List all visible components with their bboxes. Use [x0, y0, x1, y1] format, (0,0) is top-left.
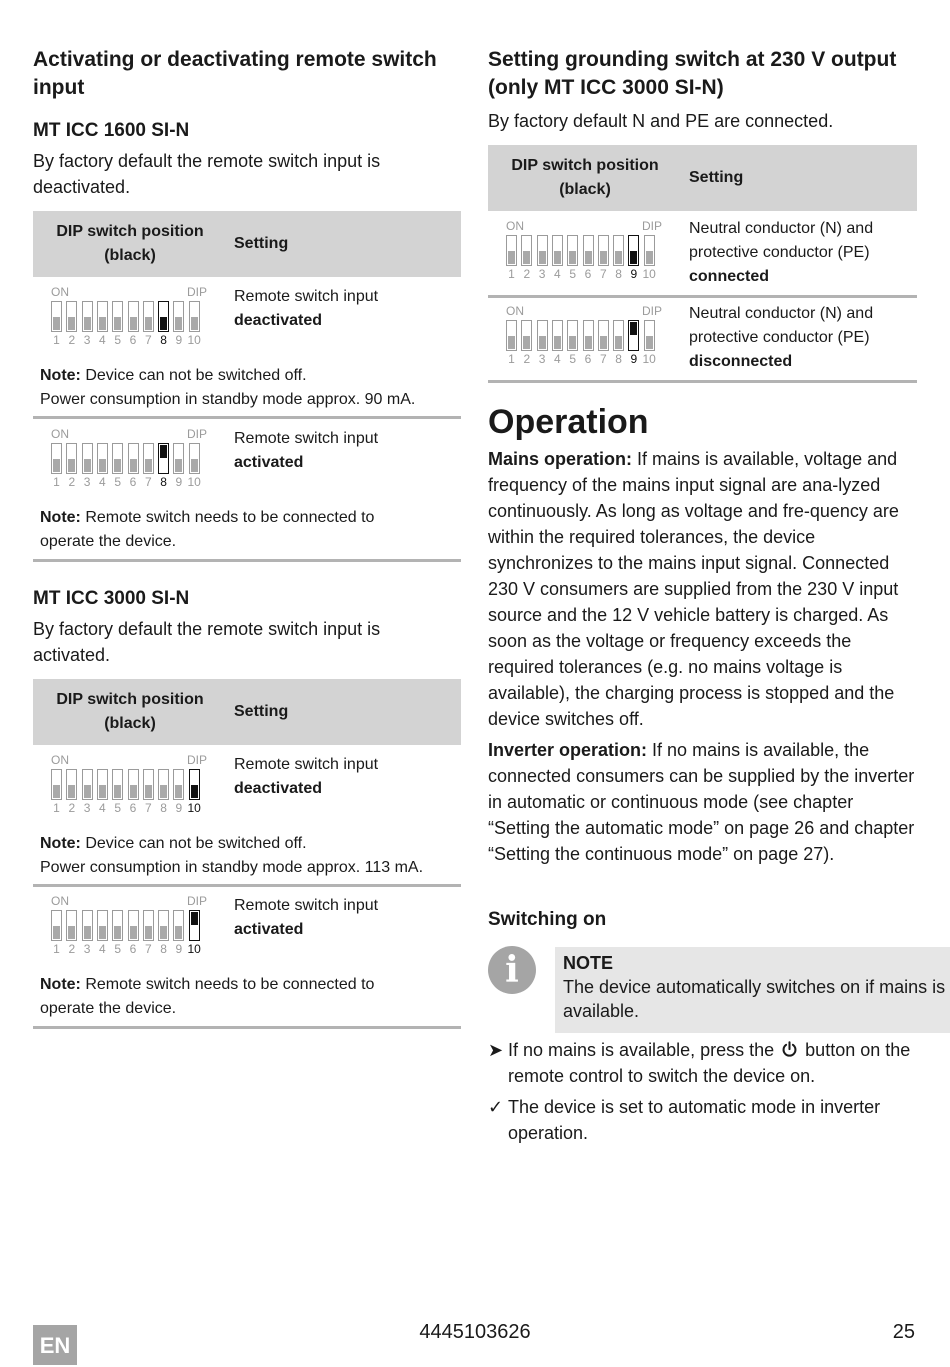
dip-switch-number: 5 [114, 801, 122, 815]
dip-switch-number: 6 [584, 267, 592, 281]
note-box [555, 947, 950, 1033]
dip-switch-9 [173, 301, 184, 332]
dip-switch-number: 8 [160, 801, 167, 815]
dip-switch-number: 6 [584, 352, 592, 366]
dip-switch-knob [523, 336, 530, 349]
dip-switch-diagram [506, 219, 666, 283]
section-title-grounding: Setting grounding switch at 230 V output (only MT ICC 3000 SI-N) [488, 48, 897, 99]
note-block [40, 364, 461, 412]
model-heading-3000: MT ICC 3000 SI-N [33, 588, 190, 609]
dip-switch-6 [128, 910, 139, 941]
result-text: The device is set to automatic mode in inverter operation. [508, 1097, 881, 1143]
dip-on-label: ON [506, 219, 524, 233]
dip-switch-knob [539, 336, 546, 349]
dip-switch-knob [114, 317, 121, 330]
dip-switch-number: 4 [99, 333, 106, 347]
dip-switch-knob [615, 251, 622, 264]
dip-switch-number: 1 [53, 801, 60, 815]
dip-switch-number: 1 [508, 267, 515, 281]
dip-switch-number: 3 [83, 942, 91, 956]
dip-switch-9 [173, 910, 184, 941]
note-text-2: Power consumption in standby mode approx. 90 mA. [40, 391, 416, 408]
dip-switch-knob [175, 317, 182, 330]
dip-switch-8 [613, 235, 624, 266]
dip-switch-2 [66, 301, 77, 332]
dip-switch-7 [598, 320, 609, 351]
dip-switch-number: 4 [99, 942, 106, 956]
setting-line: Remote switch input [234, 897, 379, 914]
dip-switch-5 [567, 235, 578, 266]
dip-switch-number: 10 [642, 267, 656, 281]
dip-switch-6 [583, 320, 594, 351]
dip-switch-1 [51, 301, 62, 332]
dip-switch-knob [508, 251, 515, 264]
dip-switch-number: 10 [187, 942, 201, 956]
dip-label: DIP [641, 219, 662, 233]
dip-switch-knob [114, 459, 121, 472]
dip-switch-number: 9 [175, 942, 183, 956]
power-icon [781, 1041, 798, 1058]
dip-switch-knob [585, 336, 592, 349]
dip-switch-diagram [51, 753, 211, 817]
page-number: 25 [892, 1321, 915, 1343]
setting-line: Neutral conductor (N) and protective conductor (PE) [689, 305, 874, 346]
dip-switch-diagram [506, 304, 666, 368]
row-divider [488, 295, 917, 298]
dip-switch-knob [53, 785, 60, 798]
dip-switch-knob [191, 459, 198, 472]
dip-switch-1 [51, 769, 62, 800]
dip-switch-number: 10 [642, 352, 656, 366]
dip-switch-number: 4 [554, 352, 561, 366]
dip-switch-4 [97, 443, 108, 474]
table-header-grounding [488, 145, 917, 211]
note-label: Note: [40, 367, 81, 384]
dip-switch-knob [569, 336, 576, 349]
dip-switch-4 [97, 769, 108, 800]
dip-switch-knob [630, 251, 637, 264]
setting-cell [234, 894, 378, 942]
model-heading-1600: MT ICC 1600 SI-N [33, 120, 190, 141]
dip-label: DIP [186, 285, 207, 299]
dip-switch-knob [84, 459, 91, 472]
dip-switch-knob [99, 785, 106, 798]
dip-switch-number: 3 [83, 333, 91, 347]
dip-switch-1 [51, 910, 62, 941]
dip-switch-number: 7 [144, 801, 152, 815]
dip-switch-10 [189, 301, 200, 332]
setting-state: deactivated [234, 780, 323, 797]
dip-switch-8 [158, 910, 169, 941]
dip-switch-6 [583, 235, 594, 266]
dip-switch-knob [175, 459, 182, 472]
dip-switch-number: 1 [53, 475, 60, 489]
dip-switch-number: 5 [114, 333, 122, 347]
dip-switch-8 [158, 769, 169, 800]
dip-on-label: ON [51, 753, 69, 767]
inverter-operation-label: Inverter operation: [488, 740, 648, 760]
dip-switch-number: 9 [630, 352, 638, 366]
dip-switch-8 [158, 443, 169, 474]
setting-line: Remote switch input [234, 430, 379, 447]
note-text-2: Power consumption in standby mode approx. 113 mA. [40, 859, 424, 876]
dip-switch-10 [189, 769, 200, 800]
dip-switch-knob [160, 445, 167, 458]
dip-switch-knob [191, 785, 198, 798]
dip-switch-number: 1 [508, 352, 515, 366]
dip-switch-10 [644, 320, 655, 351]
dip-switch-number: 9 [175, 475, 183, 489]
setting-state: activated [234, 921, 304, 938]
switching-on-heading: Switching on [488, 909, 607, 930]
dip-switch-number: 1 [53, 942, 60, 956]
setting-state: disconnected [689, 353, 793, 370]
dip-switch-knob [600, 251, 607, 264]
dip-switch-diagram [51, 285, 211, 349]
dip-label: DIP [186, 753, 207, 767]
note-label: Note: [40, 976, 81, 993]
dip-switch-knob [145, 459, 152, 472]
col-dip-header: DIP switch position (black) [56, 691, 204, 732]
setting-cell [689, 217, 904, 289]
dip-switch-knob [130, 785, 137, 798]
dip-switch-number: 3 [538, 267, 546, 281]
dip-switch-knob [646, 336, 653, 349]
dip-switch-knob [160, 926, 167, 939]
dip-switch-knob [615, 336, 622, 349]
dip-switch-number: 2 [68, 942, 76, 956]
dip-switch-knob [539, 251, 546, 264]
dip-switch-knob [160, 317, 167, 330]
dip-switch-2 [66, 769, 77, 800]
dip-switch-knob [68, 785, 75, 798]
row-divider [33, 416, 461, 419]
dip-switch-9 [628, 320, 639, 351]
dip-switch-number: 4 [99, 475, 106, 489]
dip-switch-8 [158, 301, 169, 332]
dip-switch-knob [68, 459, 75, 472]
dip-on-label: ON [51, 894, 69, 908]
dip-switch-number: 5 [114, 942, 122, 956]
dip-switch-knob [68, 926, 75, 939]
dip-switch-number: 6 [129, 801, 137, 815]
table-header-1600 [33, 211, 461, 277]
dip-switch-knob [84, 317, 91, 330]
dip-switch-number: 3 [83, 475, 91, 489]
dip-switch-5 [567, 320, 578, 351]
mains-operation-label: Mains operation: [488, 449, 633, 469]
dip-switch-3 [537, 235, 548, 266]
dip-switch-number: 5 [569, 352, 577, 366]
dip-switch-number: 6 [129, 475, 137, 489]
instruction-text [508, 1037, 917, 1089]
setting-state: connected [689, 268, 770, 285]
dip-switch-number: 10 [187, 801, 201, 815]
dip-switch-3 [82, 769, 93, 800]
mains-operation-text: If mains is available, voltage and frequency of the mains input signal are ana-lyzed continuously. As long as voltage and fre-quency are within the required tolerances, the device synchronizes to the mains input signal. Connected 230 V consumers are supplied from the 230 V input source and the 12 V vehicle battery is charged. As soon as the voltage or frequency exceeds the required tolerances (e.g. no mains voltage is available), the charging process is stopped and the device switches off. [488, 449, 899, 729]
dip-switch-knob [84, 926, 91, 939]
dip-label: DIP [186, 894, 207, 908]
note-text: Remote switch needs to be connected to operate the device. [40, 976, 375, 1017]
dip-switch-2 [66, 910, 77, 941]
dip-switch-number: 2 [68, 475, 76, 489]
dip-switch-number: 10 [187, 333, 201, 347]
dip-switch-knob [585, 251, 592, 264]
col-setting-header: Setting [689, 169, 744, 186]
table-bottom-rule [33, 559, 461, 562]
dip-switch-number: 7 [144, 333, 152, 347]
dip-switch-number: 7 [144, 942, 152, 956]
dip-switch-5 [112, 769, 123, 800]
dip-switch-5 [112, 301, 123, 332]
note-box-text: The device automatically switches on if mains is available. [563, 977, 946, 1021]
setting-state: activated [234, 454, 304, 471]
dip-switch-number: 9 [175, 333, 183, 347]
dip-switch-number: 5 [114, 475, 122, 489]
dip-switch-knob [600, 336, 607, 349]
note-text: Device can not be switched off. [85, 367, 307, 384]
row-divider [33, 884, 461, 887]
dip-switch-number: 6 [129, 942, 137, 956]
note-block [40, 973, 420, 1021]
dip-switch-knob [145, 317, 152, 330]
dip-switch-7 [598, 235, 609, 266]
dip-switch-knob [99, 317, 106, 330]
arrow-icon: ➤ [488, 1040, 504, 1060]
dip-switch-knob [175, 785, 182, 798]
dip-switch-3 [82, 301, 93, 332]
dip-switch-number: 7 [599, 352, 607, 366]
intro-3000: By factory default the remote switch input is activated. [33, 619, 381, 665]
dip-switch-knob [68, 317, 75, 330]
dip-switch-knob [523, 251, 530, 264]
dip-label: DIP [186, 427, 207, 441]
setting-line: Remote switch input [234, 756, 379, 773]
dip-switch-number: 8 [160, 475, 167, 489]
table-bottom-rule [488, 380, 917, 383]
dip-switch-knob [554, 336, 561, 349]
intro-1600: By factory default the remote switch input is deactivated. [33, 151, 381, 197]
setting-line: Neutral conductor (N) and protective conductor (PE) [689, 220, 874, 261]
dip-switch-number: 5 [569, 267, 577, 281]
dip-switch-10 [189, 910, 200, 941]
operation-heading: Operation [488, 403, 649, 441]
col-dip-header: DIP switch position (black) [56, 223, 204, 264]
dip-switch-number: 2 [523, 352, 531, 366]
dip-switch-7 [143, 443, 154, 474]
dip-switch-knob [114, 926, 121, 939]
dip-switch-7 [143, 769, 154, 800]
dip-switch-number: 8 [160, 942, 167, 956]
dip-switch-5 [112, 443, 123, 474]
check-icon: ✓ [488, 1097, 504, 1117]
dip-switch-number: 10 [187, 475, 201, 489]
dip-switch-knob [99, 926, 106, 939]
dip-switch-knob [569, 251, 576, 264]
dip-switch-10 [644, 235, 655, 266]
setting-line: Remote switch input [234, 288, 379, 305]
mains-operation-paragraph [488, 446, 917, 732]
dip-switch-number: 2 [68, 333, 76, 347]
dip-switch-9 [173, 443, 184, 474]
dip-switch-number: 6 [129, 333, 137, 347]
dip-switch-knob [175, 926, 182, 939]
dip-switch-knob [130, 459, 137, 472]
note-text: Remote switch needs to be connected to operate the device. [40, 509, 375, 550]
dip-switch-1 [506, 235, 517, 266]
dip-switch-diagram [51, 427, 211, 491]
dip-switch-number: 2 [523, 267, 531, 281]
dip-switch-number: 3 [83, 801, 91, 815]
dip-switch-knob [160, 785, 167, 798]
document-number: 4445103626 [419, 1321, 531, 1343]
dip-switch-number: 8 [615, 267, 622, 281]
table-bottom-rule [33, 1026, 461, 1029]
inverter-operation-paragraph [488, 737, 917, 867]
dip-switch-knob [114, 785, 121, 798]
dip-switch-6 [128, 769, 139, 800]
dip-on-label: ON [506, 304, 524, 318]
dip-switch-10 [189, 443, 200, 474]
dip-switch-number: 8 [615, 352, 622, 366]
dip-switch-number: 8 [160, 333, 167, 347]
note-label: Note: [40, 509, 81, 526]
dip-switch-4 [97, 301, 108, 332]
dip-switch-3 [82, 443, 93, 474]
dip-switch-knob [130, 926, 137, 939]
dip-switch-knob [84, 785, 91, 798]
dip-switch-knob [508, 336, 515, 349]
dip-switch-7 [143, 910, 154, 941]
instruction-text-before: If no mains is available, press the [508, 1040, 775, 1060]
dip-switch-knob [630, 322, 637, 335]
note-block [40, 832, 461, 880]
dip-switch-knob [646, 251, 653, 264]
note-label: Note: [40, 835, 81, 852]
language-badge: EN [33, 1325, 77, 1365]
dip-switch-knob [145, 926, 152, 939]
dip-switch-knob [130, 317, 137, 330]
dip-switch-number: 7 [599, 267, 607, 281]
dip-switch-number: 4 [99, 801, 106, 815]
dip-switch-9 [173, 769, 184, 800]
dip-switch-diagram [51, 894, 211, 958]
dip-switch-6 [128, 301, 139, 332]
dip-switch-knob [53, 317, 60, 330]
setting-state: deactivated [234, 312, 323, 329]
dip-switch-6 [128, 443, 139, 474]
dip-switch-knob [191, 912, 198, 925]
setting-cell [689, 302, 904, 374]
dip-switch-knob [554, 251, 561, 264]
dip-switch-4 [97, 910, 108, 941]
dip-on-label: ON [51, 427, 69, 441]
dip-switch-2 [521, 235, 532, 266]
dip-switch-knob [53, 459, 60, 472]
dip-switch-number: 4 [554, 267, 561, 281]
note-text: Device can not be switched off. [85, 835, 307, 852]
dip-switch-number: 7 [144, 475, 152, 489]
col-setting-header: Setting [234, 703, 289, 720]
dip-switch-knob [53, 926, 60, 939]
dip-switch-knob [191, 317, 198, 330]
col-setting-header: Setting [234, 235, 289, 252]
dip-on-label: ON [51, 285, 69, 299]
dip-switch-1 [506, 320, 517, 351]
dip-switch-8 [613, 320, 624, 351]
dip-switch-knob [99, 459, 106, 472]
dip-label: DIP [641, 304, 662, 318]
dip-switch-1 [51, 443, 62, 474]
dip-switch-number: 1 [53, 333, 60, 347]
dip-switch-4 [552, 320, 563, 351]
inverter-operation-text: If no mains is available, the connected consumers can be supplied by the inverter in automatic or continuous mode (see chapter “Setting the automatic mode” on page 26 and chapter “Setting the continuous mode” on page 27). [488, 740, 915, 864]
dip-switch-number: 9 [630, 267, 638, 281]
dip-switch-2 [521, 320, 532, 351]
dip-switch-2 [66, 443, 77, 474]
setting-cell [234, 427, 378, 475]
dip-switch-3 [82, 910, 93, 941]
dip-switch-9 [628, 235, 639, 266]
dip-switch-5 [112, 910, 123, 941]
instruction-text-after: button on the remote control to switch the device on. [508, 1040, 911, 1086]
dip-switch-7 [143, 301, 154, 332]
note-box-title: NOTE [563, 953, 614, 973]
note-block [40, 506, 420, 554]
dip-switch-number: 9 [175, 801, 183, 815]
dip-switch-number: 2 [68, 801, 76, 815]
info-icon: i [488, 946, 536, 994]
dip-switch-knob [145, 785, 152, 798]
dip-switch-3 [537, 320, 548, 351]
dip-switch-4 [552, 235, 563, 266]
setting-cell [234, 285, 378, 333]
table-header-3000 [33, 679, 461, 745]
grounding-intro: By factory default N and PE are connected. [488, 111, 834, 131]
col-dip-header: DIP switch position (black) [511, 157, 659, 198]
section-title-remote-switch: Activating or deactivating remote switch input [33, 48, 437, 99]
dip-switch-number: 3 [538, 352, 546, 366]
setting-cell [234, 753, 378, 801]
